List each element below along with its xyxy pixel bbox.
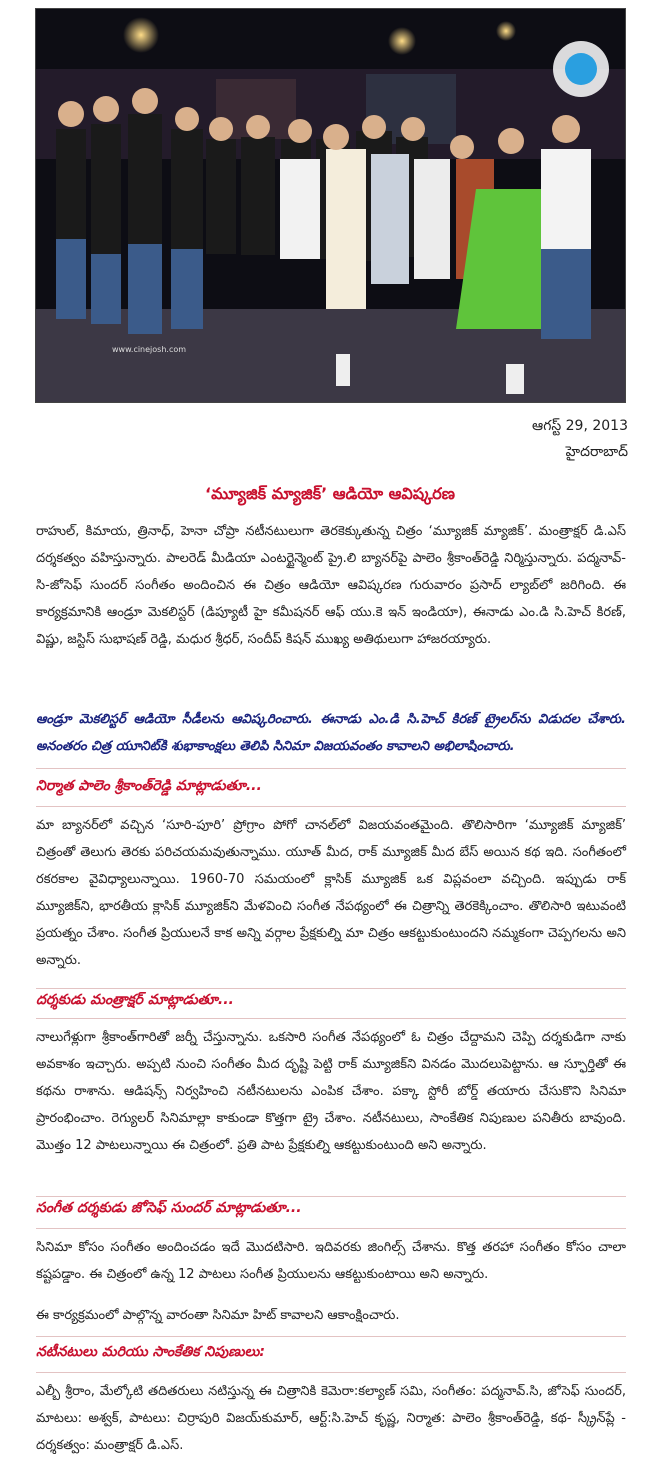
divider: [36, 1336, 626, 1337]
paragraph-closing: ఈ కార్యక్రమంలో పాల్గొన్న వారంతా సినిమా హిట్ కావాలని ఆకాంక్షించారు.: [36, 1308, 400, 1323]
divider: [36, 1196, 626, 1197]
paragraph-credits: ఎల్బీ శ్రీరాం, మేల్కోటి తదితరులు నటిస్తున్న ఈ చిత్రానికి కెమెరా:కల్యాణ్ సమి, సంగీతం: పద్మనావ్.సి, జోసెఫ్ సుందర్, మాటలు: అశ్వక్, పాటలు: చిర్రాపురి విజయ్‌కుమార్, ఆర్ట్:సి.హెచ్ కృష్ణ, నిర్మాత: పాలెం శ్రీకాంత్‌రెడ్డి, కథ- స్క్రీన్‌ప్లే - దర్శకత్వం: మంత్రాక్షర్ డి.ఎస్.: [36, 1384, 626, 1453]
paragraph-launch: ఆండ్రూ మెకలిస్టర్ ఆడియో సీడీలను ఆవిష్కరించారు. ఈనాడు ఎం.డి సి.హెచ్ కిరణ్ ట్రైలర్‌ను విడుదల చేశారు. అనంతరం చిత్ర యూనిట్‌కి శుభాకాంక్షలు తెలిపి సినిమా విజయవంతం కావాలని అభిలాషించారు.: [36, 712, 626, 754]
paragraph-composer: సినిమా కోసం సంగీతం అందించడం ఇదే మొదటిసారి. ఇదివరకు జింగిల్స్ చేశాను. కొత్త తరహా సంగీతం కోసం చాలా కష్టపడ్డాం. ఈ చిత్రంలో ఉన్న 12 పాటలు సంగీత ప్రియులను ఆకట్టుకుంటాయి అని అన్నారు.: [36, 1240, 626, 1282]
divider: [36, 1372, 626, 1373]
subhead-director: దర్శకుడు మంత్రాక్షర్ మాట్లాడుతూ...: [36, 992, 234, 1008]
photo-watermark: www.cinejosh.com: [112, 345, 187, 354]
divider: [36, 988, 626, 989]
paragraph-producer: మా బ్యానర్‌లో వచ్చిన ‘సూరి-పూరి’ ప్రోగ్రాం పోగో చానల్‌లో విజయవంతమైంది. తొలిసారిగా ‘మ్యూజిక్ మ్యాజిక్’ చిత్రంతో తెలుగు తెరకు పరిచయమవుతున్నాము. యూత్ మీద, రాక్ మ్యూజిక్ మీద బేస్ అయిన కథ ఇది. సంగీతంలో రకరకాల వైవిధ్యాలున్నాయి. 1960-70 సమయంలో క్లాసిక్ మ్యూజిక్ ఒక విప్లవంలా వచ్చింది. ఇప్పుడు రాక్ మ్యూజిక్‌ని, భారతీయ క్లాసిక్ మ్యూజిక్‌ని మేళవించి సంగీత నేపథ్యంలో ఈ చిత్రాన్ని తెరకెక్కించాం. తొలిసారి ఇటువంటి ప్రయత్నం చేశాం. సంగీత ప్రియులనే కాక అన్ని వర్గాల ప్రేక్షకుల్ని మా చిత్రం ఆకట్టుకుంటుందని నమ్మకంగా చెప్పగలను అని అన్నారు.: [36, 818, 626, 968]
event-photo-graphic: [36, 9, 625, 402]
paragraph-intro: రాహుల్, కిమాయ, త్రినాధ్, హెనా చోప్రా నటీనటులుగా తెరకెక్కుతున్న చిత్రం ‘మ్యూజిక్ మ్యాజిక్’. మంత్రాక్షర్ డి.ఎస్ దర్శకత్వం వహిస్తున్నారు. పాలరెడ్ మీడియా ఎంటర్టైన్మెంట్ ప్రై.లి బ్యానర్‌పై పాలెం శ్రీకాంత్‌రెడ్డి నిర్మిస్తున్నారు. పద్మనావ్-సి-జోసెఫ్ సుందర్ సంగీతం అందించిన ఈ చిత్రం ఆడియో ఆవిష్కరణ గురువారం ప్రసాద్ ల్యాబ్‌లో జరిగింది. ఈ కార్యక్రమానికి ఆండ్రూ మెకలిస్టర్ (డిప్యూటీ హై కమీషనర్ ఆఫ్ యు.కె ఇన్ ఇండియా), ఈనాడు ఎం.డి సి.హెచ్ కిరణ్, విష్ణు, జస్టిస్ సుభాషణ్ రెడ్డి, మధుర శ్రీధర్, సందీప్ కిషన్ ముఖ్య అతిథులుగా హాజరయ్యారు.: [36, 524, 626, 647]
article-headline: ‘మ్యూజిక్ మ్యాజిక్’ ఆడియో ఆవిష్కరణ: [204, 484, 455, 503]
subhead-producer: నిర్మాత పాలెం శ్రీకాంత్‌రెడ్డి మాట్లాడుతూ...: [36, 778, 262, 794]
divider: [36, 1018, 626, 1019]
event-photo: [35, 8, 626, 403]
divider: [36, 1228, 626, 1229]
divider: [36, 806, 626, 807]
subhead-composer: సంగీత దర్శకుడు జోసెఫ్ సుందర్ మాట్లాడుతూ...: [36, 1200, 302, 1216]
divider: [36, 768, 626, 769]
paragraph-director: నాలుగేళ్లుగా శ్రీకాంత్‌గారితో జర్నీ చేస్తున్నాను. ఒకసారి సంగీత నేపథ్యంలో ఓ చిత్రం చేద్దామని చెప్పి దర్శకుడిగా నాకు అవకాశం ఇచ్చారు. అప్పటి నుంచి సంగీతం మీద దృష్టి పెట్టి రాక్ మ్యూజిక్‌ని వినడం మొదలుపెట్టాను. ఆ స్ఫూర్తితో ఈ కథను రాశాను. ఆడిషన్స్ నిర్వహించి నటీనటులను ఎంపిక చేశాం. పక్కా స్టోరీ బోర్డ్ తయారు చేసుకొని సినిమా ప్రారంభించాం. రెగ్యులర్ సినిమాల్లా కాకుండా కొత్తగా ట్రై చేశాం. నటీనటులు, సాంకేతిక నిపుణుల పనితీరు బావుంది. మొత్తం 12 పాటలున్నాయి ఈ చిత్రంలో. ప్రతి పాట ప్రేక్షకుల్ని ఆకట్టుకుంటుంది అని అన్నారు.: [36, 1030, 626, 1153]
subhead-credits: నటీనటులు మరియు సాంకేతిక నిపుణులు:: [36, 1344, 265, 1360]
location: హైదరాబాద్: [565, 444, 628, 460]
publish-date: ఆగస్ట్ 29, 2013: [532, 418, 628, 434]
